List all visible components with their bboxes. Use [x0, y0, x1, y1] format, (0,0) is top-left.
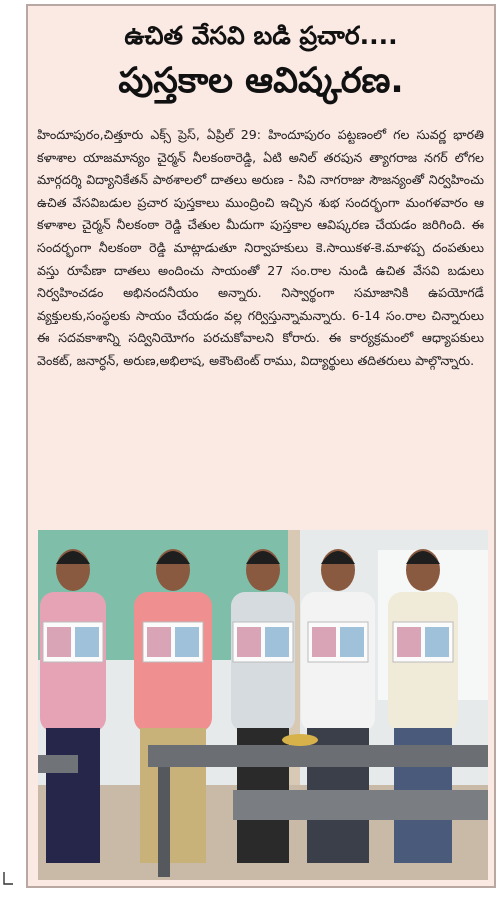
person-4-pamphlet-art-2 [340, 627, 364, 657]
left-bench [38, 755, 78, 773]
photo-illustration [38, 530, 488, 880]
article-body: హిందూపురం,చిత్తూరు ఎక్స్ ప్రెస్, ఏప్రిల్ 29: హిందూపురం పట్టణంలో గల సువర్ణ భారతి కళాశాల యాజమాన్యం చైర్మన్ నీలకంఠారెడ్డి, ఏటి అనిల్ తరపున త్యాగరాజ నగర్ లోగల మార్గదర్శి విద్యానికేతన్ పాఠశాలలో దాతలు అరుణ - సివి నాగరాజు సౌజన్యంతో నిర్వహించు ఉచిత వేసవిబడుల ప్రచార పుస్తకాలు ముంద్రించి ఇచ్చిన శుభ సందర్భంగా మంగళవారం ఆ కళాశాల చైర్మన్ నీలకంఠా రెడ్డి చేతుల మీదుగా పుస్తకాల ఆవిష్కరణ చేయడం జరిగింది. ఈ సందర్భంగా నీలకంఠా రెడ్డి మాట్లాడుతూ నిర్వాహకులు కె.సాయికళ-కె.మాళప్ప దంపతులు వస్తు రూపేణా దాతలు అందించు సాయంతో 27 సం.రాల నుండి ఉచిత వేసవి బడులు నిర్వహించడం అభినందనీయం అన్నారు. నిస్వార్థంగా సమాజానికి ఉపయోగడే వ్యక్తులకు,సంస్థలకు సాయం చేయడం వల్ల గర్విస్తున్నామన్నారు. 6-14 సం.రాల చిన్నారులు ఈ సదవకాశాన్ని సద్వినియోగం పరచుకోవాలని కోరారు. ఈ కార్యక్రమంలో ఆధ్యాపకులు వెంకట్, జనార్ధన్, అరుణ,అభిలాష, అకౌంటెంట్ రాము, విద్యార్థులు తదితరులు పాల్గొన్నారు. [37, 127, 484, 368]
person-1-pants [46, 728, 100, 863]
person-3-pamphlet-art [237, 627, 261, 657]
garland-on-table [282, 734, 318, 746]
person-3-pamphlet-art-2 [265, 627, 289, 657]
second-bench-top [233, 790, 488, 820]
person-1-pamphlet-art [47, 627, 71, 657]
person-2-pamphlet-art [147, 627, 171, 657]
person-5-pamphlet-art [397, 627, 421, 657]
headline-line-1: ఉచిత వేసవి బడి ప్రచార.... [124, 21, 398, 50]
person-1-pamphlet-art-2 [75, 627, 99, 657]
person-2-pamphlet-art-2 [175, 627, 199, 657]
person-4-pamphlet-art [312, 627, 336, 657]
front-bench-leg [158, 767, 170, 877]
crop-mark [0, 870, 14, 892]
event-photo [38, 530, 488, 880]
front-bench-top [148, 745, 488, 767]
news-clipping [26, 4, 496, 888]
headline-line-2: పుస్తకాల ఆవిష్కరణ. [118, 61, 404, 101]
person-5-pamphlet-art-2 [425, 627, 449, 657]
